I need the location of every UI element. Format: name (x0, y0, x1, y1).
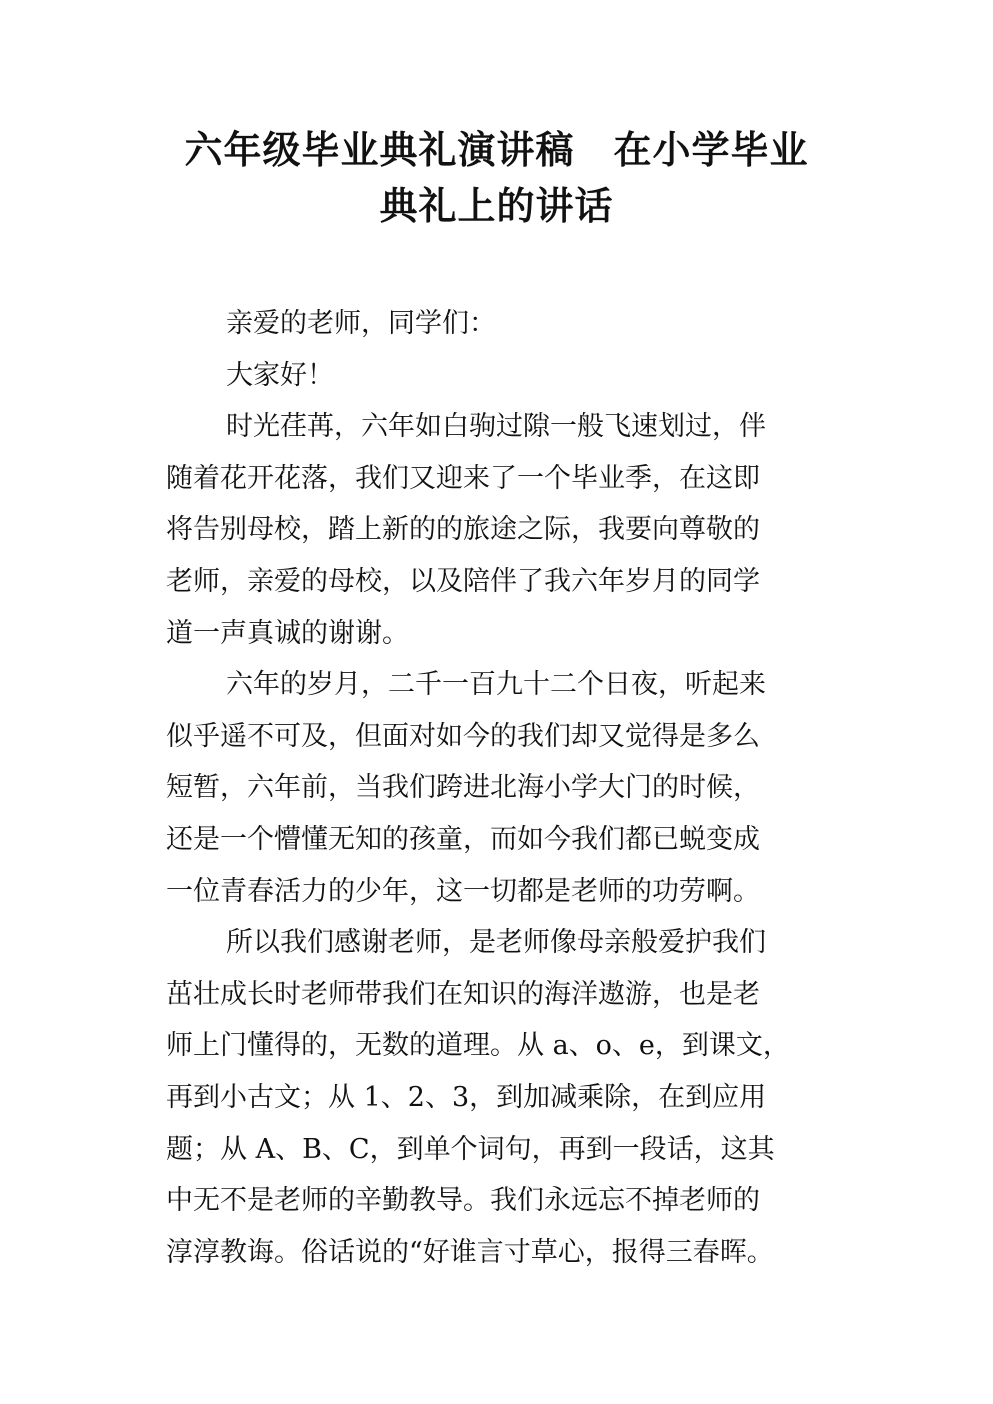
text-line: 大家好！ (226, 359, 334, 391)
text-line: 时光荏苒，六年如白驹过隙一般飞速划过，伴 (226, 411, 766, 443)
text-line: 似乎遥不可及，但面对如今的我们却又觉得是多么 (166, 720, 760, 752)
text-line: 随着花开花落，我们又迎来了一个毕业季，在这即 (166, 462, 760, 494)
paragraph-salutation (166, 298, 846, 350)
text-line: 淳淳教诲。俗话说的“好谁言寸草心，报得三春晖。 (166, 1236, 774, 1268)
text-line: 所以我们感谢老师，是老师像母亲般爱护我们 (226, 927, 766, 959)
text-line: 题；从 A、B、C，到单个词句，再到一段话，这其 (166, 1133, 775, 1165)
text-line: 六年的岁月，二千一百九十二个日夜，听起来 (226, 669, 766, 701)
text-line: 亲爱的老师，同学们： (226, 308, 496, 339)
text-line: 还是一个懵懂无知的孩童，而如今我们都已蜕变成 (166, 823, 760, 855)
text-line: 一位青春活力的少年，这一切都是老师的功劳啊。 (166, 875, 760, 907)
paragraph-intro (166, 401, 846, 659)
text-line: 茁壮成长时老师带我们在知识的海洋遨游，也是老 (166, 978, 760, 1010)
paragraph-six-years (166, 659, 846, 917)
text-line: 将告别母校，踏上新的的旅途之际，我要向尊敬的 (166, 514, 760, 546)
text-line: 短暂，六年前，当我们跨进北海小学大门的时候， (166, 772, 760, 804)
document-body (166, 298, 846, 1278)
document-title (120, 122, 873, 234)
paragraph-thanks-teachers (166, 917, 846, 1278)
text-line: 道一声真诚的谢谢。 (166, 617, 409, 649)
title-line-1: 六年级毕业典礼演讲稿 在小学毕业 (184, 128, 809, 172)
title-line-2: 典礼上的讲话 (379, 184, 614, 228)
text-line: 老师，亲爱的母校，以及陪伴了我六年岁月的同学 (166, 565, 760, 597)
text-line: 再到小古文；从 1、2、3，到加减乘除，在到应用 (166, 1081, 767, 1113)
text-line: 中无不是老师的辛勤教导。我们永远忘不掉老师的 (166, 1185, 760, 1217)
paragraph-greeting (166, 350, 846, 402)
text-line: 师上门懂得的，无数的道理。从 a、o、e，到课文， (166, 1030, 790, 1062)
